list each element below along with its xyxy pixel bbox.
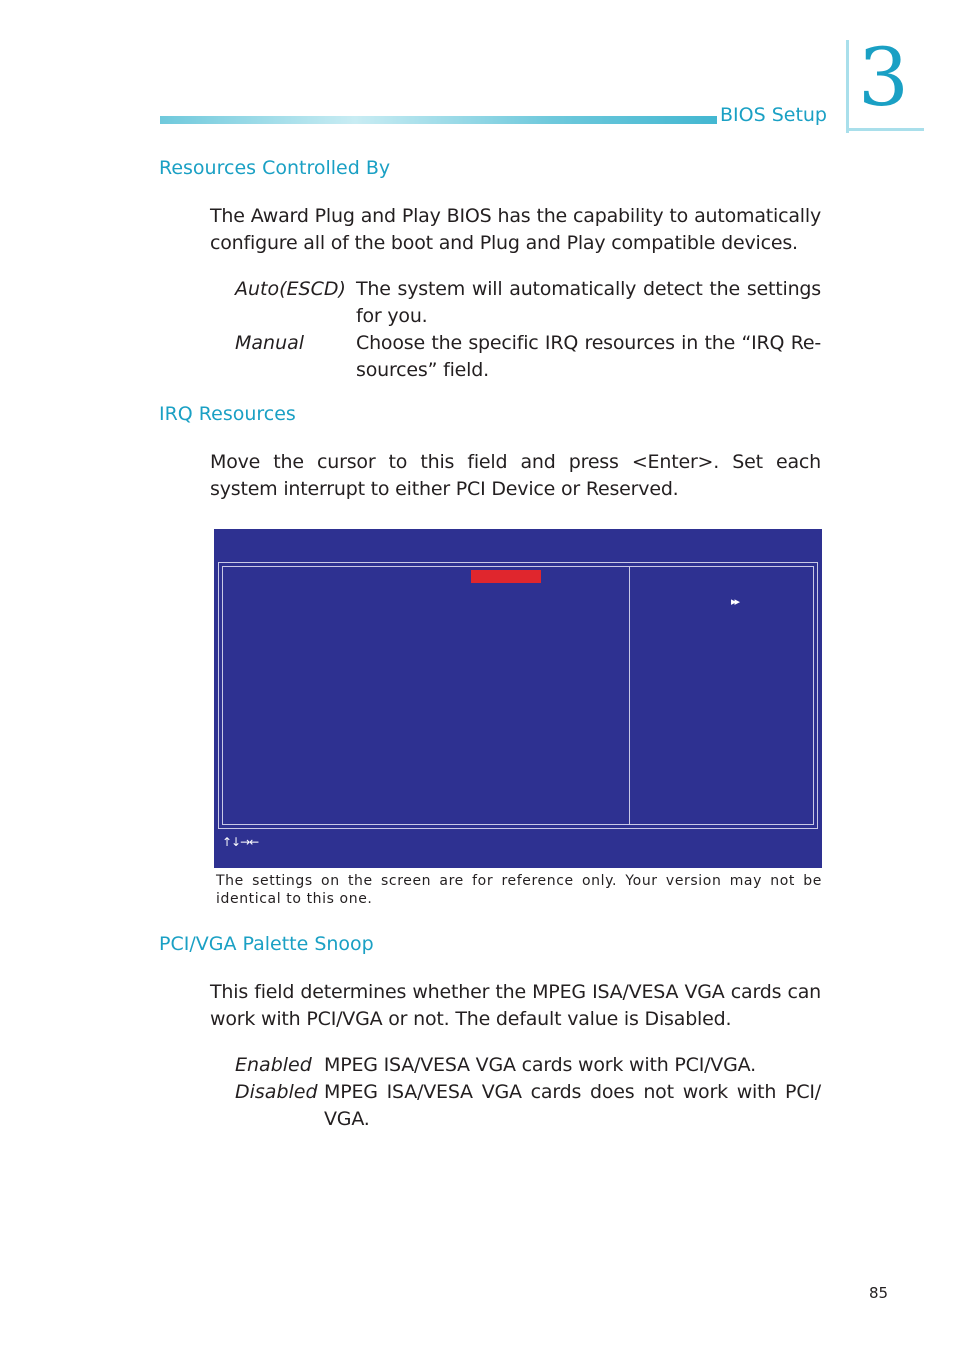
- option-description-manual: Choose the specific IRQ resources in the “IRQ Re-sources” field.: [356, 332, 821, 381]
- option-description-disabled: MPEG ISA/VESA VGA cards does not work with PCI/ VGA.: [324, 1081, 821, 1130]
- chapter-tab-underline: [846, 128, 924, 131]
- option-description-enabled: MPEG ISA/VESA VGA cards work with PCI/VGA.: [324, 1054, 756, 1076]
- header-rule: [160, 116, 717, 124]
- paragraph-pci-vga-palette-snoop: This field determines whether the MPEG ISA/VESA VGA cards can work with PCI/VGA or not. The default value is Disabled.: [210, 981, 821, 1030]
- option-term-disabled: Disabled: [235, 1081, 318, 1103]
- section-heading-irq-resources: IRQ Resources: [159, 403, 296, 425]
- chapter-number: 3: [858, 31, 909, 124]
- bios-navigation-keys: ↑↓→←: [222, 835, 259, 849]
- running-header: BIOS Setup: [720, 104, 827, 126]
- option-term-auto-escd: Auto(ESCD): [235, 278, 346, 300]
- section-heading-pci-vga-palette-snoop: PCI/VGA Palette Snoop: [159, 933, 374, 955]
- bios-help-divider: [629, 567, 630, 824]
- section-heading-resources-controlled-by: Resources Controlled By: [159, 157, 391, 179]
- chapter-tab-border: [846, 40, 849, 133]
- paragraph-resources-controlled-by: The Award Plug and Play BIOS has the capability to automatically configure all of the boot and Plug and Play compatible devices.: [210, 205, 821, 254]
- bios-inner-frame: [222, 566, 814, 825]
- bios-submenu-arrow-icon: ▸▸: [731, 595, 739, 608]
- paragraph-irq-resources: Move the cursor to this field and press <Enter>. Set each system interrupt to either PCI Device or Reserved.: [210, 451, 821, 500]
- option-term-enabled: Enabled: [235, 1054, 312, 1076]
- page-number: 85: [869, 1284, 889, 1302]
- option-description-auto-escd: The system will automatically detect the settings for you.: [356, 278, 821, 327]
- bios-selected-item-highlight: [471, 570, 541, 583]
- screenshot-caption: The settings on the screen are for reference only. Your version may not be identical to this one.: [216, 873, 822, 907]
- option-term-manual: Manual: [235, 332, 305, 354]
